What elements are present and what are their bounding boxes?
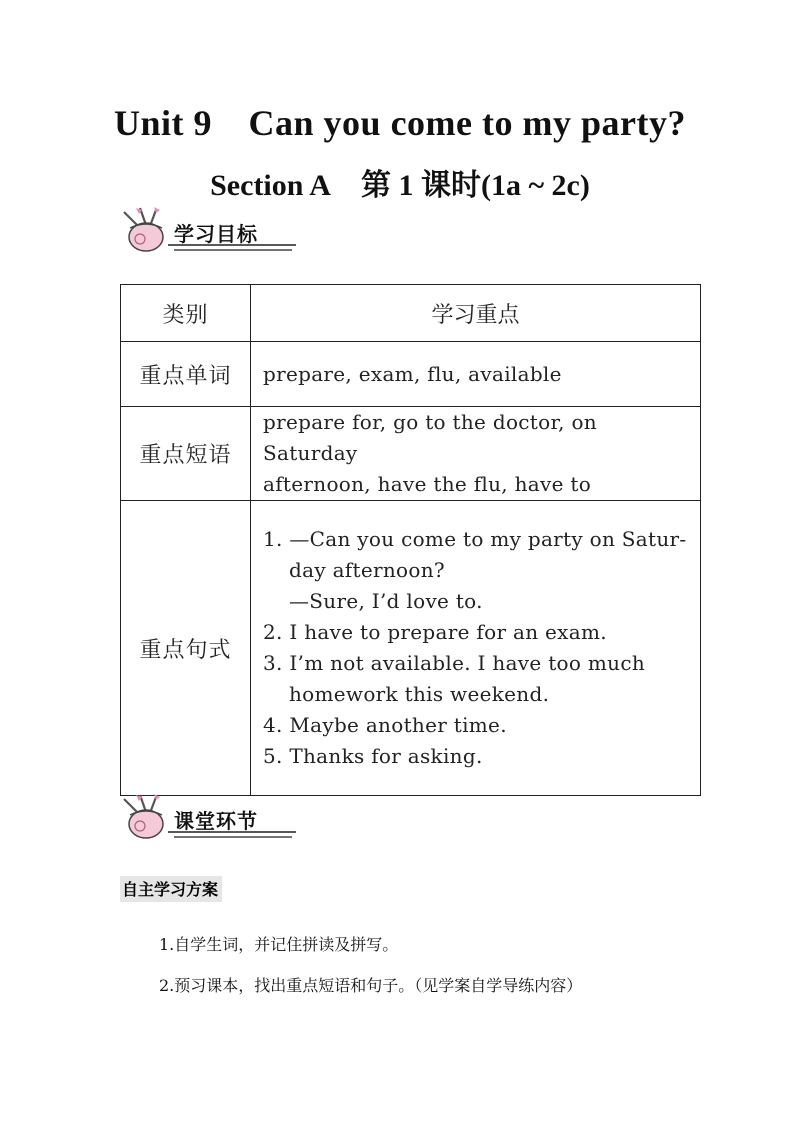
content-line: prepare, exam, flu, available [263, 361, 562, 386]
category-cell: 重点句式 [121, 501, 251, 796]
self-study-item: 2.预习课本，找出重点短语和句子。（见学案自学导练内容） [159, 976, 583, 995]
table-row [121, 501, 701, 796]
category-cell: 重点短语 [121, 407, 251, 501]
content-line: homework this weekend. [289, 682, 550, 706]
content-line: 2. I have to prepare for an exam. [263, 620, 607, 644]
objectives-label: 学习目标 [174, 222, 258, 246]
content-line: 5. Thanks for asking. [263, 744, 483, 768]
learning-focus-table [120, 284, 701, 796]
category-cell: 重点单词 [121, 342, 251, 407]
unit-title: Unit 9 Can you come to my party? [114, 103, 686, 143]
category-header: 类别 [121, 285, 251, 342]
content-cell [251, 501, 701, 796]
content-line: afternoon, have the flu, have to [263, 472, 592, 496]
focus-header: 学习重点 [251, 285, 701, 342]
section-title: Section A 第 1 课时(1a ~ 2c) [210, 169, 590, 202]
table-row [121, 342, 701, 407]
content-cell [251, 342, 701, 407]
objectives-badge [116, 206, 301, 256]
content-line: day afternoon? [289, 558, 445, 582]
table-row [121, 407, 701, 501]
content-line: 4. Maybe another time. [263, 713, 507, 737]
self-study-heading: 自主学习方案 [120, 876, 222, 902]
classroom-label: 课堂环节 [174, 809, 258, 833]
self-study-item: 1.自学生词，并记住拼读及拼写。 [159, 935, 399, 954]
content-line: —Sure, I’d love to. [289, 589, 483, 613]
content-cell [251, 407, 701, 501]
classroom-badge [116, 793, 301, 843]
content-line: 1. —Can you come to my party on Satur- [263, 527, 687, 551]
content-line: prepare for, go to the doctor, on Saturday [263, 410, 597, 465]
table-header-row [121, 285, 701, 342]
content-line: 3. I’m not available. I have too much [263, 651, 646, 675]
